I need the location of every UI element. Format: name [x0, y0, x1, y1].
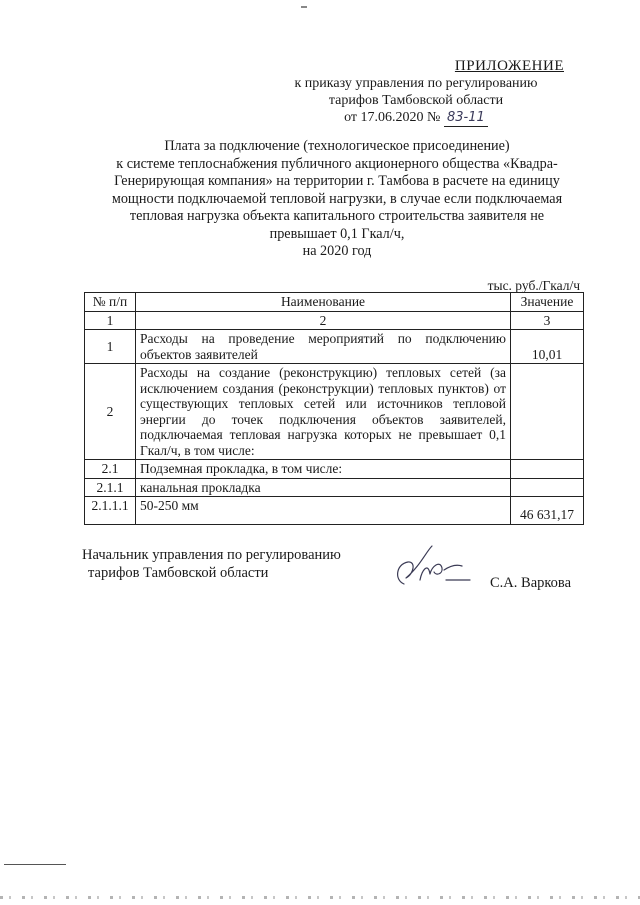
row-name: Расходы на проведение мероприятий по подключению объектов заявителей: [136, 330, 511, 364]
row-value: 46 631,17: [511, 497, 584, 525]
document-heading: [92, 138, 582, 261]
appendix-date: от 17.06.2020 №: [344, 110, 441, 125]
row-value: [511, 478, 584, 497]
heading-line-2: к системе теплоснабжения публичного акционерного общества «Квадра-: [116, 155, 558, 172]
header-name: Наименование: [136, 293, 511, 312]
appendix-header: [256, 58, 576, 127]
row-num: 2.1.1: [85, 478, 136, 497]
table-header-row: [85, 293, 584, 312]
scan-artifact-strip: [0, 896, 640, 899]
header-value: Значение: [511, 293, 584, 312]
row-num: 2: [85, 364, 136, 460]
row-num: 1: [85, 330, 136, 364]
tariff-table: [84, 292, 584, 525]
row-value: [511, 364, 584, 460]
appendix-title: ПРИЛОЖЕНИЕ: [454, 58, 564, 74]
row-name: Подземная прокладка, в том числе:: [136, 460, 511, 479]
index-value: 3: [511, 311, 584, 330]
index-name: 2: [136, 311, 511, 330]
heading-line-6: превышает 0,1 Гкал/ч,: [269, 225, 405, 242]
signer-name: С.А. Варкова: [490, 575, 572, 591]
row-name: Расходы на создание (реконструкцию) тепловых сетей (за исключением создания (реконструкции) тепловых пунктов) от существующих тепловых сетей или источников тепловой энергии до точек подключения объектов заявителей, подключаемая тепловая нагрузка которых не превышает 0,1 Гкал/ч, в том числе:: [136, 364, 511, 460]
signer-position-line-1: Начальник управления по регулированию: [82, 547, 341, 563]
heading-line-3: Генерирующая компания» на территории г. Тамбова в расчете на единицу: [114, 173, 560, 189]
table-row: [85, 330, 584, 364]
row-num: 2.1.1.1: [85, 497, 136, 525]
row-value: [511, 460, 584, 479]
units-label: тыс. руб./Гкал/ч: [487, 278, 580, 293]
table-row: [85, 478, 584, 497]
handwritten-signature: [386, 540, 476, 590]
appendix-line-2: тарифов Тамбовской области: [328, 93, 504, 108]
heading-line-7: на 2020 год: [302, 243, 372, 259]
heading-line-1: Плата за подключение (технологическое присоединение): [164, 138, 510, 154]
appendix-order-number: 83-11: [444, 109, 488, 127]
table-row: [85, 497, 584, 525]
index-num: 1: [85, 311, 136, 330]
heading-line-4: мощности подключаемой тепловой нагрузки, в случае если подключаемая: [111, 190, 563, 207]
table-index-row: [85, 311, 584, 330]
header-num: № п/п: [85, 293, 136, 312]
row-value: 10,01: [511, 330, 584, 364]
scan-artifact-dot: [301, 6, 307, 8]
appendix-line-1: к приказу управления по регулированию: [294, 76, 538, 91]
signer-position: [82, 546, 341, 582]
appendix-order-line: [256, 109, 576, 127]
heading-line-5: тепловая нагрузка объекта капитального строительства заявителя не: [129, 208, 545, 224]
table-row: [85, 364, 584, 460]
table-row: [85, 460, 584, 479]
scan-artifact-line: [4, 864, 66, 865]
signer-position-line-2: тарифов Тамбовской области: [88, 565, 269, 581]
row-name: канальная прокладка: [136, 478, 511, 497]
row-name: 50-250 мм: [136, 497, 511, 525]
row-num: 2.1: [85, 460, 136, 479]
